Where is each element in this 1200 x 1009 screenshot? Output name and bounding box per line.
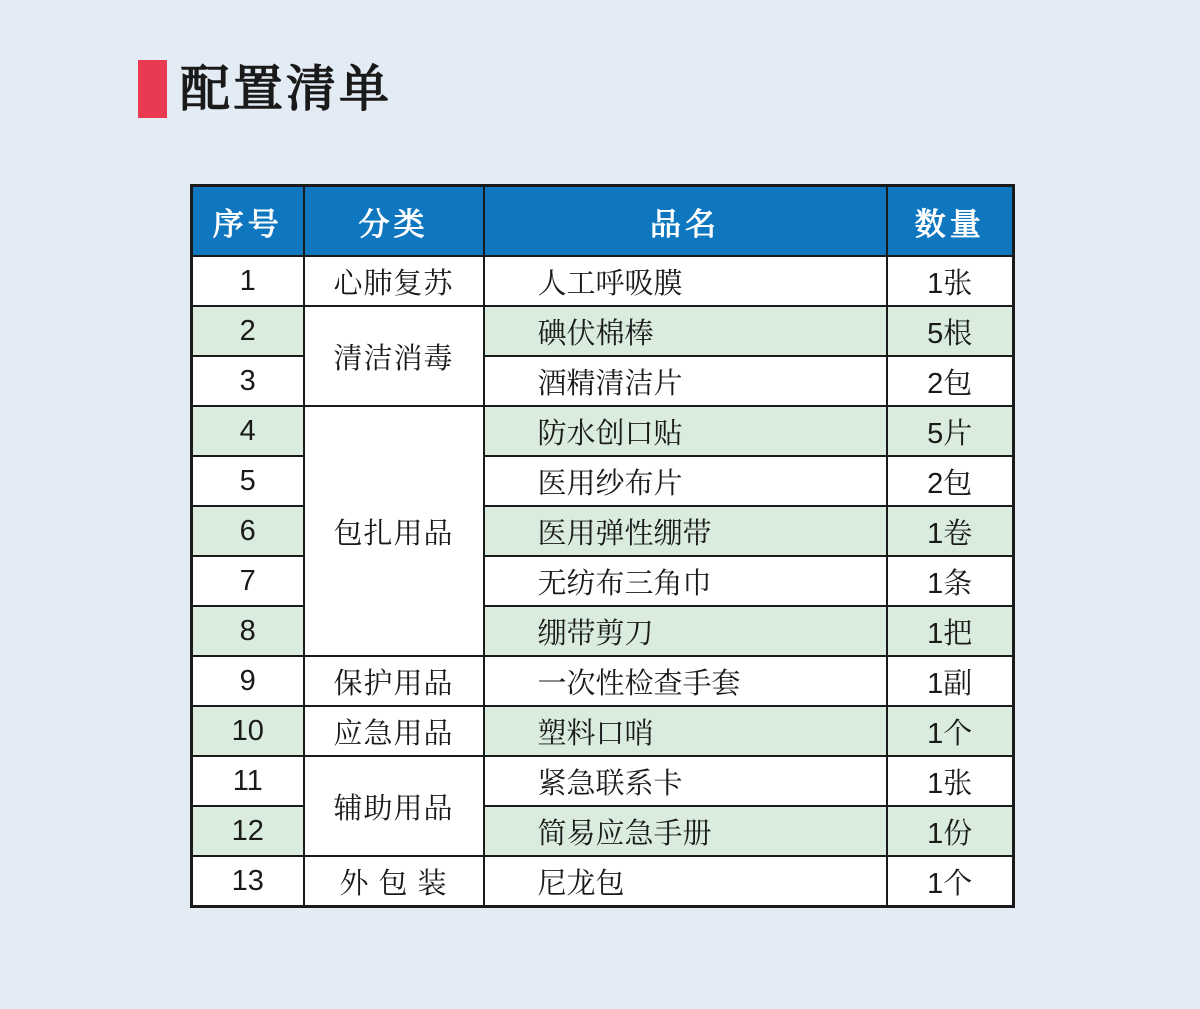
category-cell: 包扎用品 [304,406,484,656]
quantity-cell: 1个 [887,856,1014,907]
title-accent-bar [138,60,167,118]
row-number-cell: 7 [192,556,304,606]
category-cell: 保护用品 [304,656,484,706]
config-table [190,184,1015,908]
page-header [0,0,1200,118]
item-name-cell: 尼龙包 [484,856,887,907]
item-name-cell: 塑料口哨 [484,706,887,756]
item-name-cell: 一次性检查手套 [484,656,887,706]
page-title: 配置清单 [180,61,392,117]
row-number-cell: 11 [192,756,304,806]
item-name-cell: 简易应急手册 [484,806,887,856]
column-header: 序号 [192,186,304,257]
quantity-cell: 1份 [887,806,1014,856]
column-header: 品名 [484,186,887,257]
quantity-cell: 2包 [887,456,1014,506]
quantity-cell: 1张 [887,256,1014,306]
row-number-cell: 12 [192,806,304,856]
quantity-cell: 5片 [887,406,1014,456]
config-table-header-row [192,186,1014,257]
quantity-cell: 5根 [887,306,1014,356]
item-name-cell: 紧急联系卡 [484,756,887,806]
row-number-cell: 9 [192,656,304,706]
row-number-cell: 13 [192,856,304,907]
category-cell: 辅助用品 [304,756,484,856]
item-name-cell: 医用弹性绷带 [484,506,887,556]
quantity-cell: 2包 [887,356,1014,406]
item-name-cell: 绷带剪刀 [484,606,887,656]
table-row [192,756,1014,806]
row-number-cell: 6 [192,506,304,556]
item-name-cell: 酒精清洁片 [484,356,887,406]
quantity-cell: 1副 [887,656,1014,706]
row-number-cell: 10 [192,706,304,756]
item-name-cell: 人工呼吸膜 [484,256,887,306]
quantity-cell: 1张 [887,756,1014,806]
config-table-body [192,256,1014,907]
row-number-cell: 2 [192,306,304,356]
table-row [192,706,1014,756]
category-cell: 应急用品 [304,706,484,756]
table-row [192,856,1014,907]
quantity-cell: 1把 [887,606,1014,656]
item-name-cell: 无纺布三角巾 [484,556,887,606]
category-cell: 清洁消毒 [304,306,484,406]
item-name-cell: 医用纱布片 [484,456,887,506]
category-cell: 外 包 装 [304,856,484,907]
row-number-cell: 1 [192,256,304,306]
item-name-cell: 防水创口贴 [484,406,887,456]
quantity-cell: 1卷 [887,506,1014,556]
row-number-cell: 3 [192,356,304,406]
quantity-cell: 1条 [887,556,1014,606]
table-row [192,256,1014,306]
column-header: 数量 [887,186,1014,257]
category-cell: 心肺复苏 [304,256,484,306]
row-number-cell: 4 [192,406,304,456]
column-header: 分类 [304,186,484,257]
table-row [192,656,1014,706]
quantity-cell: 1个 [887,706,1014,756]
row-number-cell: 5 [192,456,304,506]
item-name-cell: 碘伏棉棒 [484,306,887,356]
row-number-cell: 8 [192,606,304,656]
table-row [192,406,1014,456]
table-row [192,306,1014,356]
